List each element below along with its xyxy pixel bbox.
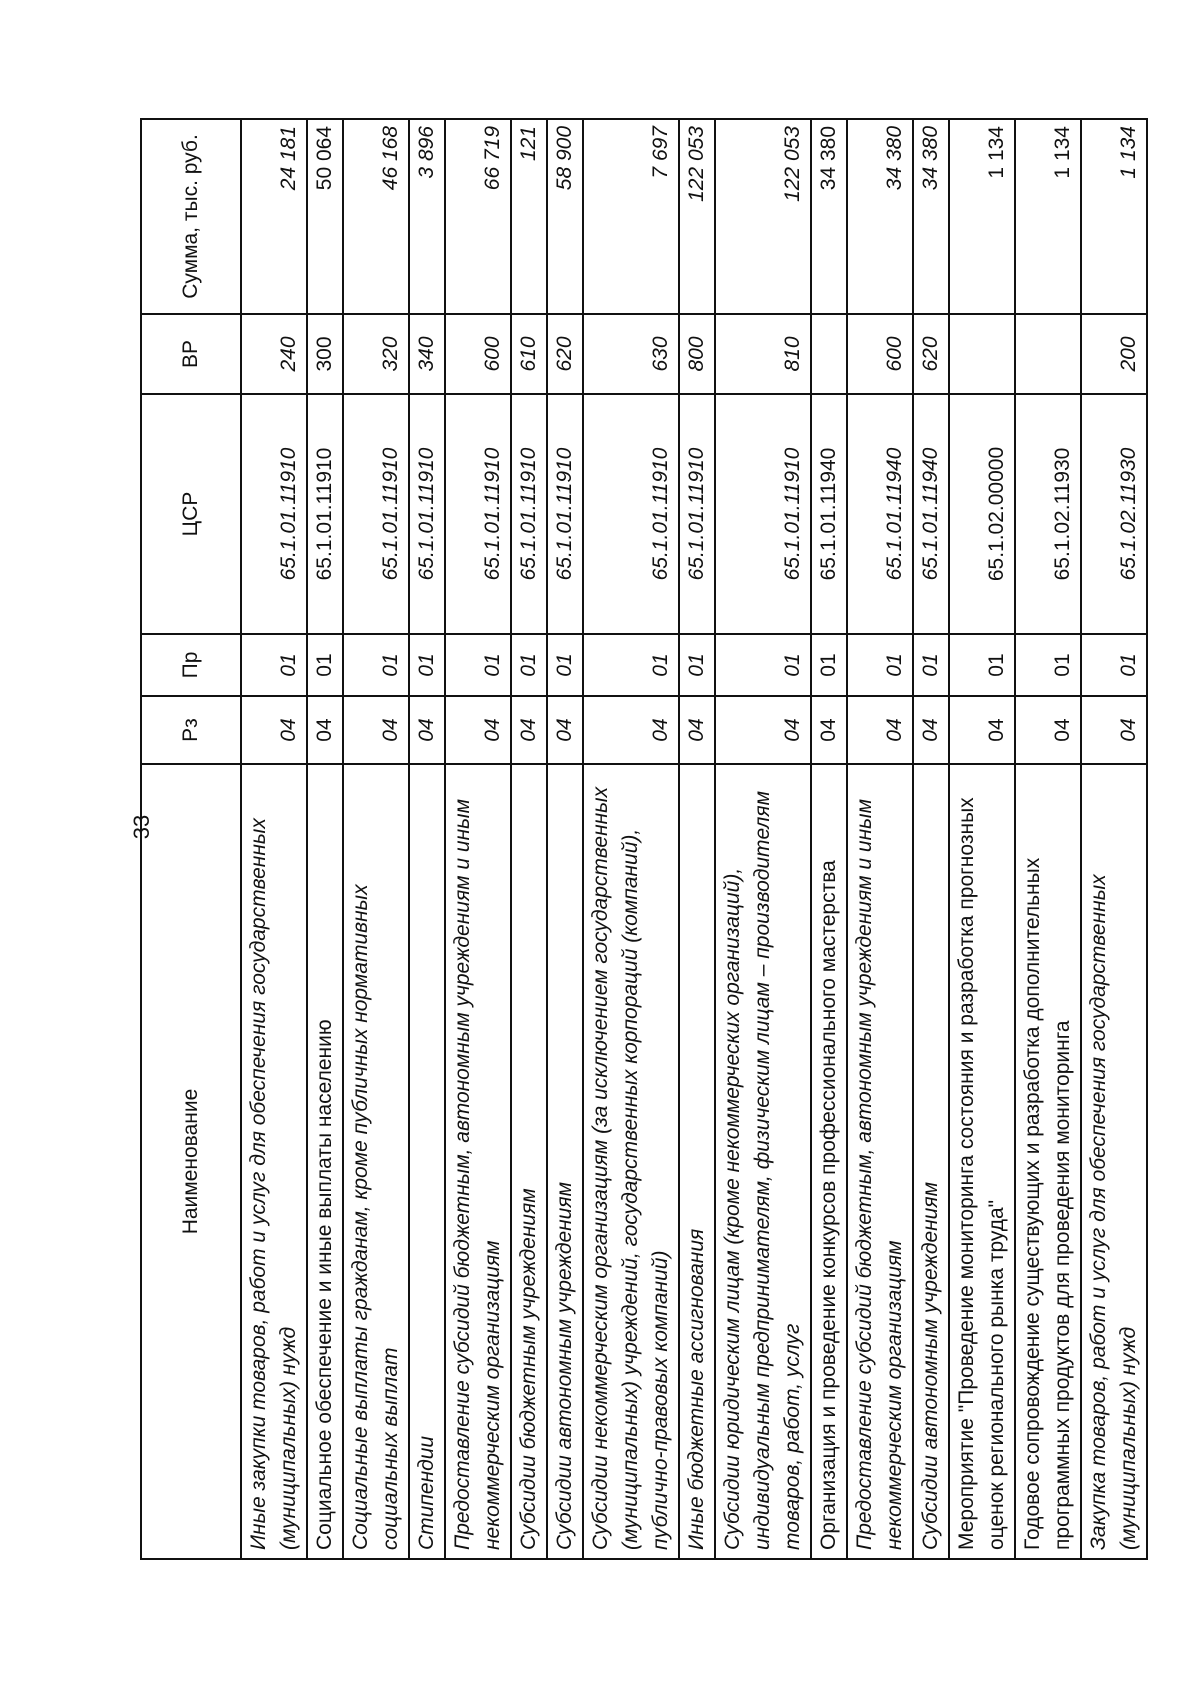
rotated-page-content (140, 120, 1140, 1560)
cell-vr: 620 (547, 314, 583, 394)
cell-rz: 04 (583, 696, 679, 764)
cell-name: Закупка товаров, работ и услуг для обеспечения государственных (муниципальных) нужд (1081, 764, 1147, 1559)
budget-table (140, 118, 1148, 1560)
table-row (1081, 119, 1147, 1559)
cell-name: Мероприятие "Проведение мониторинга состояния и разработка прогнозных оценок регионального рынка труда" (949, 764, 1015, 1559)
cell-rz: 04 (241, 696, 307, 764)
table-row (949, 119, 1015, 1559)
cell-pr: 01 (811, 634, 847, 696)
cell-name: Субсидии некоммерческим организациям (за исключением государственных (муниципальных) учреждений, государственных корпораций (компаний), публично-правовых компаний) (583, 764, 679, 1559)
cell-vr: 620 (913, 314, 949, 394)
cell-sum: 122 053 (715, 119, 811, 314)
cell-vr: 200 (1081, 314, 1147, 394)
cell-vr: 610 (511, 314, 547, 394)
cell-name: Иные закупки товаров, работ и услуг для обеспечения государственных (муниципальных) нужд (241, 764, 307, 1559)
rotated-table-area (140, 120, 1140, 1560)
cell-vr: 240 (241, 314, 307, 394)
cell-csr: 65.1.01.11940 (913, 394, 949, 634)
cell-csr: 65.1.01.11910 (511, 394, 547, 634)
cell-csr: 65.1.01.11940 (811, 394, 847, 634)
cell-rz: 04 (679, 696, 715, 764)
cell-csr: 65.1.02.11930 (1015, 394, 1081, 634)
cell-csr: 65.1.01.11910 (307, 394, 343, 634)
cell-pr: 01 (913, 634, 949, 696)
table-row (1015, 119, 1081, 1559)
cell-sum: 34 380 (913, 119, 949, 314)
cell-rz: 04 (1015, 696, 1081, 764)
cell-rz: 04 (307, 696, 343, 764)
table-row (307, 119, 343, 1559)
table-row (547, 119, 583, 1559)
cell-sum: 66 719 (445, 119, 511, 314)
cell-sum: 46 168 (343, 119, 409, 314)
cell-vr (949, 314, 1015, 394)
cell-name: Годовое сопровождение существующих и разработка дополнительных программных продуктов для проведения мониторинга (1015, 764, 1081, 1559)
cell-sum: 58 900 (547, 119, 583, 314)
cell-csr: 65.1.01.11910 (241, 394, 307, 634)
table-header-row (141, 119, 241, 1559)
cell-rz: 04 (949, 696, 1015, 764)
cell-name: Организация и проведение конкурсов профессионального мастерства (811, 764, 847, 1559)
cell-csr: 65.1.01.11910 (547, 394, 583, 634)
cell-rz: 04 (715, 696, 811, 764)
cell-vr (811, 314, 847, 394)
table-row (343, 119, 409, 1559)
cell-vr: 340 (409, 314, 445, 394)
cell-name: Субсидии бюджетным учреждениям (511, 764, 547, 1559)
cell-name: Иные бюджетные ассигнования (679, 764, 715, 1559)
cell-pr: 01 (409, 634, 445, 696)
cell-sum: 34 380 (847, 119, 913, 314)
cell-csr: 65.1.01.11910 (715, 394, 811, 634)
table-row (679, 119, 715, 1559)
cell-name: Социальное обеспечение и иные выплаты населению (307, 764, 343, 1559)
cell-csr: 65.1.01.11910 (679, 394, 715, 634)
table-row (811, 119, 847, 1559)
page-number: 33 (129, 814, 154, 840)
cell-pr: 01 (1081, 634, 1147, 696)
table-body (241, 119, 1147, 1559)
cell-sum: 50 064 (307, 119, 343, 314)
header-csr: ЦСР (141, 394, 241, 634)
cell-vr: 800 (679, 314, 715, 394)
cell-name: Субсидии автономным учреждениям (913, 764, 949, 1559)
cell-pr: 01 (307, 634, 343, 696)
cell-vr: 600 (445, 314, 511, 394)
cell-pr: 01 (241, 634, 307, 696)
cell-pr: 01 (679, 634, 715, 696)
cell-vr: 320 (343, 314, 409, 394)
table-row (583, 119, 679, 1559)
header-sum: Сумма, тыс. руб. (141, 119, 241, 314)
cell-vr (1015, 314, 1081, 394)
cell-csr: 65.1.01.11910 (343, 394, 409, 634)
cell-name: Стипендии (409, 764, 445, 1559)
cell-pr: 01 (715, 634, 811, 696)
table-row (445, 119, 511, 1559)
table-row (409, 119, 445, 1559)
cell-csr: 65.1.02.00000 (949, 394, 1015, 634)
cell-sum: 3 896 (409, 119, 445, 314)
cell-pr: 01 (1015, 634, 1081, 696)
cell-pr: 01 (511, 634, 547, 696)
cell-name: Субсидии автономным учреждениям (547, 764, 583, 1559)
table-row (511, 119, 547, 1559)
cell-rz: 04 (547, 696, 583, 764)
table-row (715, 119, 811, 1559)
cell-pr: 01 (949, 634, 1015, 696)
cell-vr: 600 (847, 314, 913, 394)
cell-rz: 04 (343, 696, 409, 764)
header-vr: ВР (141, 314, 241, 394)
table-row (847, 119, 913, 1559)
cell-sum: 1 134 (949, 119, 1015, 314)
cell-sum: 122 053 (679, 119, 715, 314)
cell-name: Предоставление субсидий бюджетным, автономным учреждениям и иным некоммерческим организациям (445, 764, 511, 1559)
table-row (241, 119, 307, 1559)
cell-rz: 04 (511, 696, 547, 764)
cell-sum: 1 134 (1081, 119, 1147, 314)
cell-name: Субсидии юридическим лицам (кроме некоммерческих организаций), индивидуальным предпринимателям, физическим лицам – производителям товаров, работ, услуг (715, 764, 811, 1559)
cell-vr: 810 (715, 314, 811, 394)
table-row (913, 119, 949, 1559)
cell-sum: 1 134 (1015, 119, 1081, 314)
cell-rz: 04 (409, 696, 445, 764)
cell-pr: 01 (343, 634, 409, 696)
cell-sum: 7 697 (583, 119, 679, 314)
cell-rz: 04 (445, 696, 511, 764)
cell-rz: 04 (811, 696, 847, 764)
cell-csr: 65.1.01.11910 (583, 394, 679, 634)
header-name: Наименование (141, 764, 241, 1559)
cell-csr: 65.1.01.11910 (409, 394, 445, 634)
cell-rz: 04 (913, 696, 949, 764)
cell-name: Предоставление субсидий бюджетным, автономным учреждениям и иным некоммерческим организациям (847, 764, 913, 1559)
cell-pr: 01 (583, 634, 679, 696)
cell-csr: 65.1.02.11930 (1081, 394, 1147, 634)
cell-vr: 300 (307, 314, 343, 394)
cell-rz: 04 (1081, 696, 1147, 764)
cell-pr: 01 (847, 634, 913, 696)
cell-pr: 01 (547, 634, 583, 696)
cell-sum: 34 380 (811, 119, 847, 314)
cell-csr: 65.1.01.11910 (445, 394, 511, 634)
cell-vr: 630 (583, 314, 679, 394)
cell-name: Социальные выплаты гражданам, кроме публичных нормативных социальных выплат (343, 764, 409, 1559)
header-rz: Рз (141, 696, 241, 764)
cell-sum: 24 181 (241, 119, 307, 314)
cell-pr: 01 (445, 634, 511, 696)
cell-csr: 65.1.01.11940 (847, 394, 913, 634)
cell-sum: 121 (511, 119, 547, 314)
cell-rz: 04 (847, 696, 913, 764)
header-pr: Пр (141, 634, 241, 696)
